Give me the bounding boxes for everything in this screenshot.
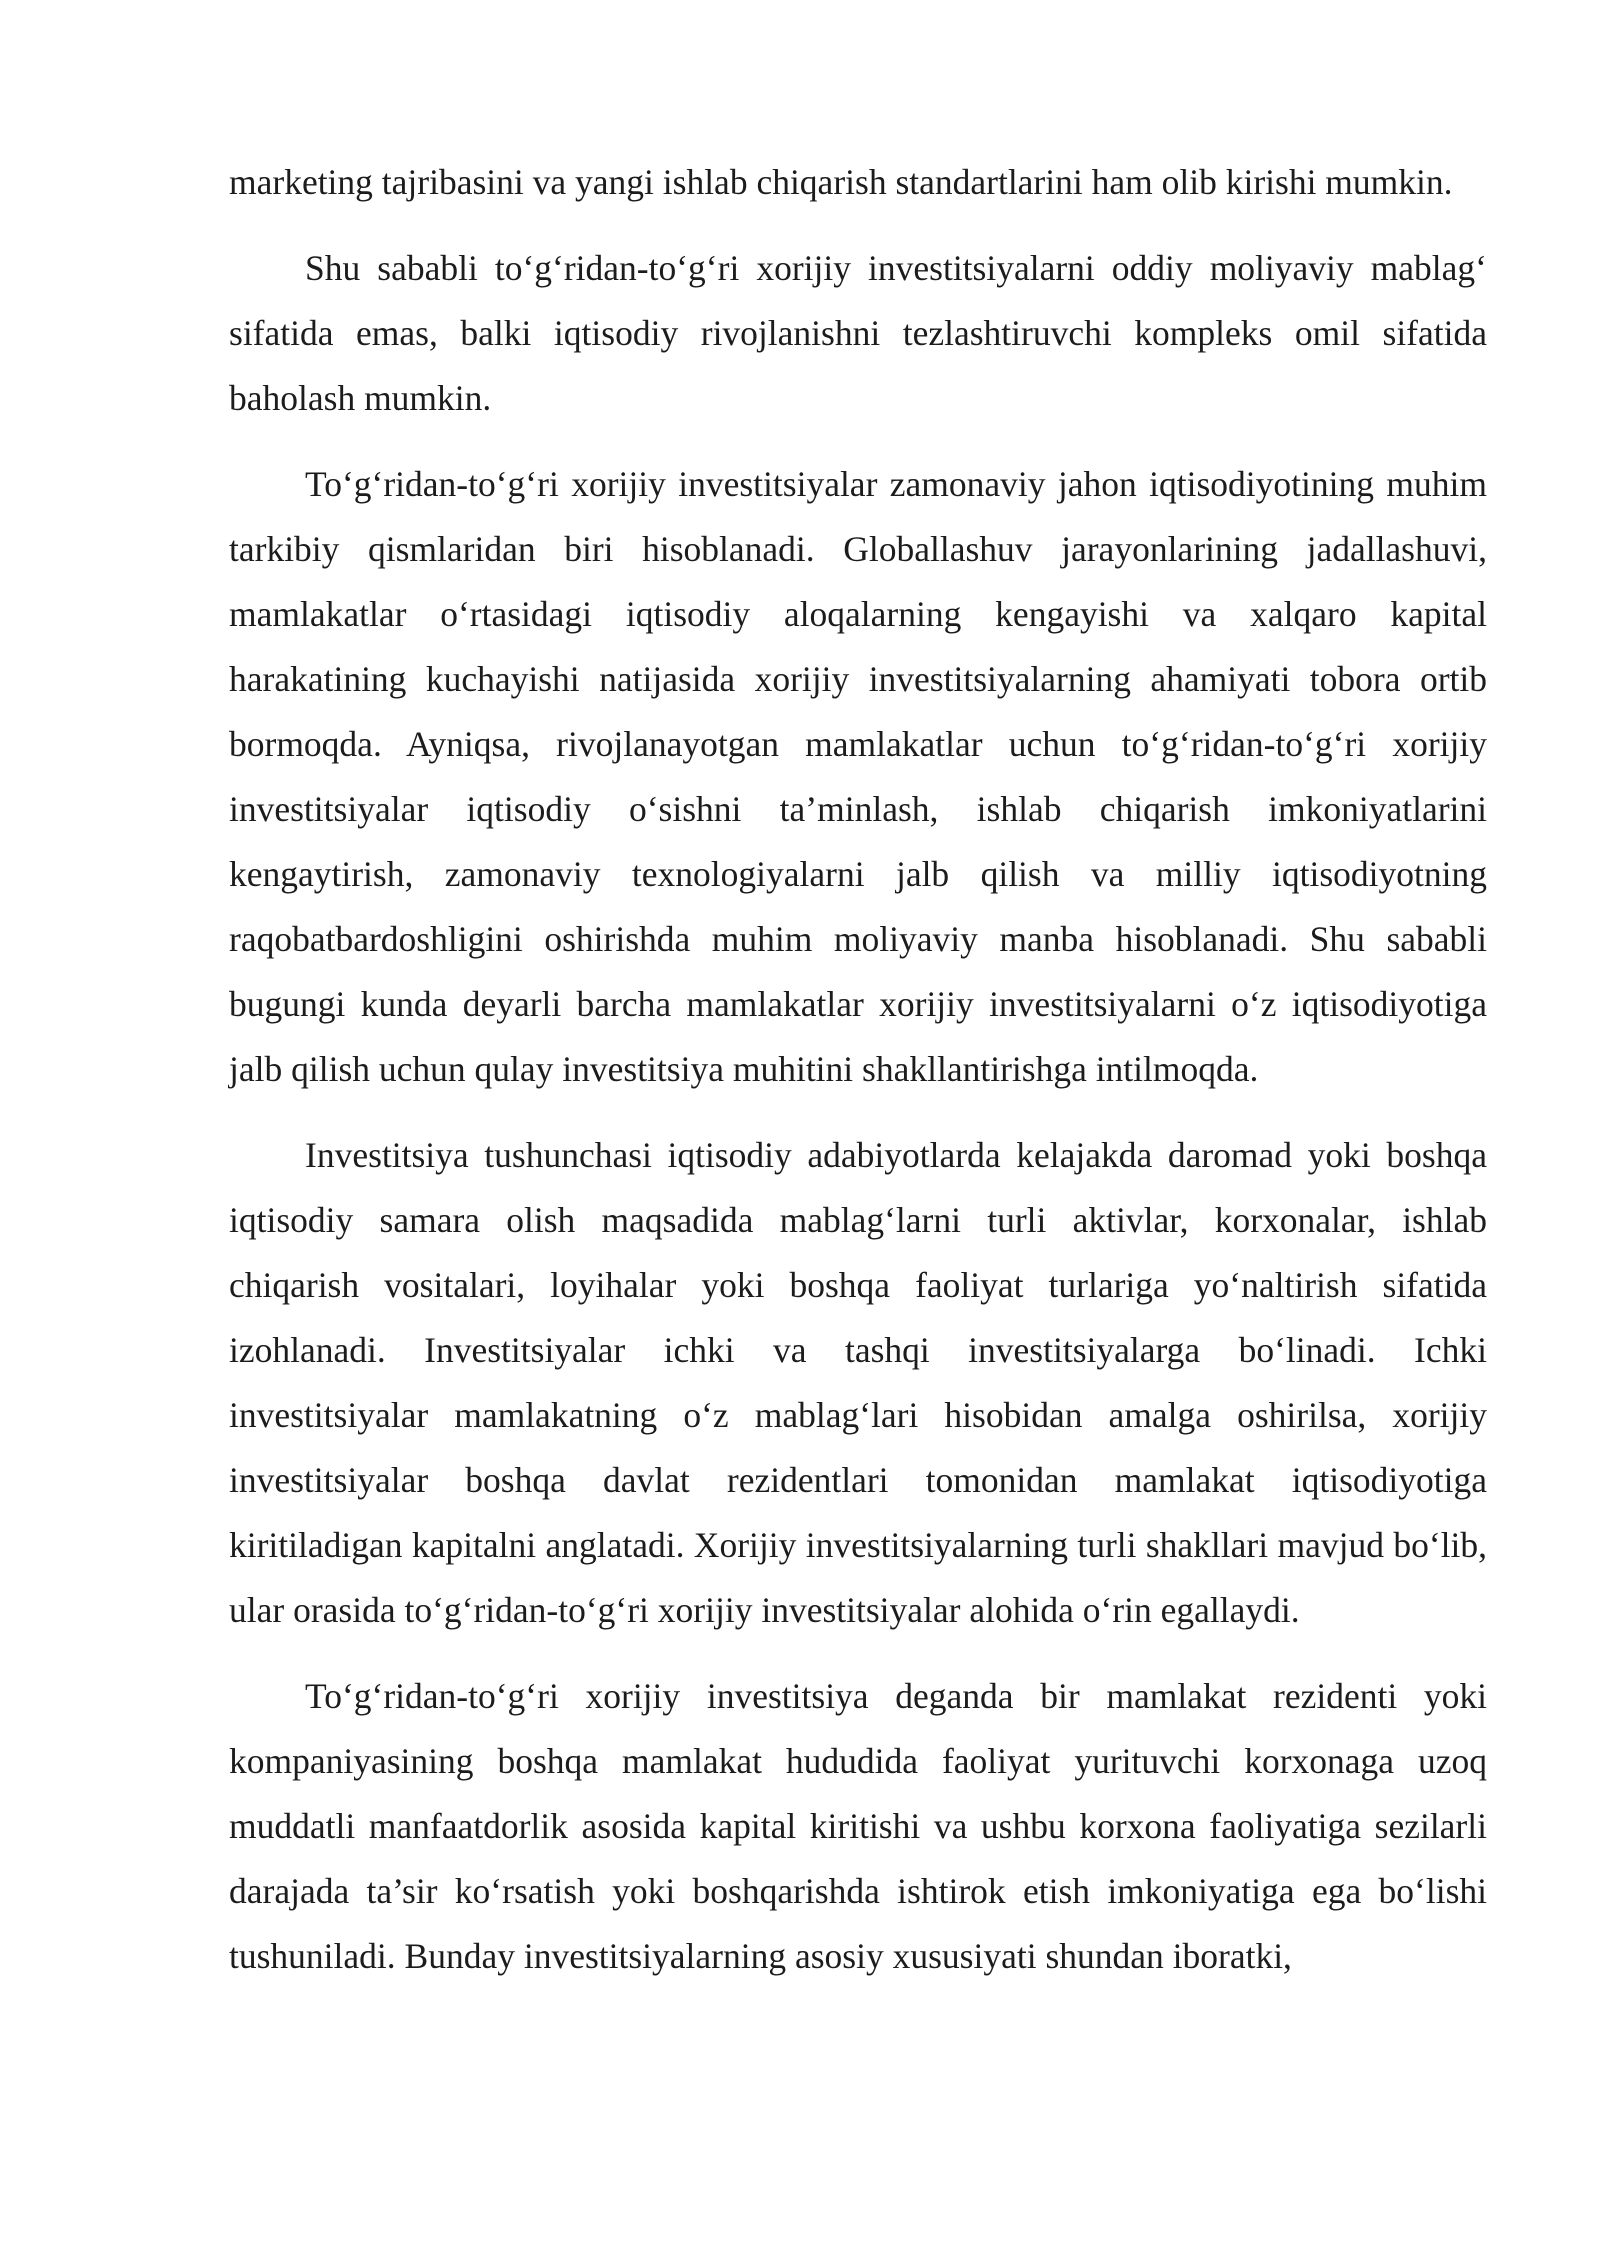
document-body [229, 150, 1487, 1989]
paragraph: Investitsiya tushunchasi iqtisodiy adabiyotlarda kelajakda daromad yoki boshqa iqtisodiy samara olish maqsadida mablag‘larni turli aktivlar, korxonalar, ishlab chiqarish vositalari, loyihalar yoki boshqa faoliyat turlariga yo‘naltirish sifatida izohlanadi. Investitsiyalar ichki va tashqi investitsiyalarga bo‘linadi. Ichki investitsiyalar mamlakatning o‘z mablag‘lari hisobidan amalga oshirilsa, xorijiy investitsiyalar boshqa davlat rezidentlari tomonidan mamlakat iqtisodiyotiga kiritiladigan kapitalni anglatadi. Xorijiy investitsiyalarning turli shakllari mavjud bo‘lib, ular orasida to‘g‘ridan-to‘g‘ri xorijiy investitsiyalar alohida o‘rin egallaydi. [229, 1135, 1487, 1630]
paragraph-continuation: marketing tajribasini va yangi ishlab chiqarish standartlarini ham olib kirishi mumkin. [229, 162, 1453, 202]
paragraph: Shu sababli to‘g‘ridan-to‘g‘ri xorijiy investitsiyalarni oddiy moliyaviy mablag‘ sifatida emas, balki iqtisodiy rivojlanishni tezlashtiruvchi kompleks omil sifatida baholash mumkin. [229, 248, 1487, 418]
paragraph: To‘g‘ridan-to‘g‘ri xorijiy investitsiyalar zamonaviy jahon iqtisodiyotining muhim tarkibiy qismlaridan biri hisoblanadi. Globallashuv jarayonlarining jadallashuvi, mamlakatlar o‘rtasidagi iqtisodiy aloqalarning kengayishi va xalqaro kapital harakatining kuchayishi natijasida xorijiy investitsiyalarning ahamiyati tobora ortib bormoqda. Ayniqsa, rivojlanayotgan mamlakatlar uchun to‘g‘ridan-to‘g‘ri xorijiy investitsiyalar iqtisodiy o‘sishni ta’minlash, ishlab chiqarish imkoniyatlarini kengaytirish, zamonaviy texnologiyalarni jalb qilish va milliy iqtisodiyotning raqobatbardoshligini oshirishda muhim moliyaviy manba hisoblanadi. Shu sababli bugungi kunda deyarli barcha mamlakatlar xorijiy investitsiyalarni o‘z iqtisodiyotiga jalb qilish uchun qulay investitsiya muhitini shakllantirishga intilmoqda. [229, 464, 1487, 1089]
paragraph: To‘g‘ridan-to‘g‘ri xorijiy investitsiya deganda bir mamlakat rezidenti yoki kompaniyasining boshqa mamlakat hududida faoliyat yurituvchi korxonaga uzoq muddatli manfaatdorlik asosida kapital kiritishi va ushbu korxona faoliyatiga sezilarli darajada ta’sir ko‘rsatish yoki boshqarishda ishtirok etish imkoniyatiga ega bo‘lishi tushuniladi. Bunday investitsiyalarning asosiy xususiyati shundan iboratki, [229, 1676, 1487, 1976]
